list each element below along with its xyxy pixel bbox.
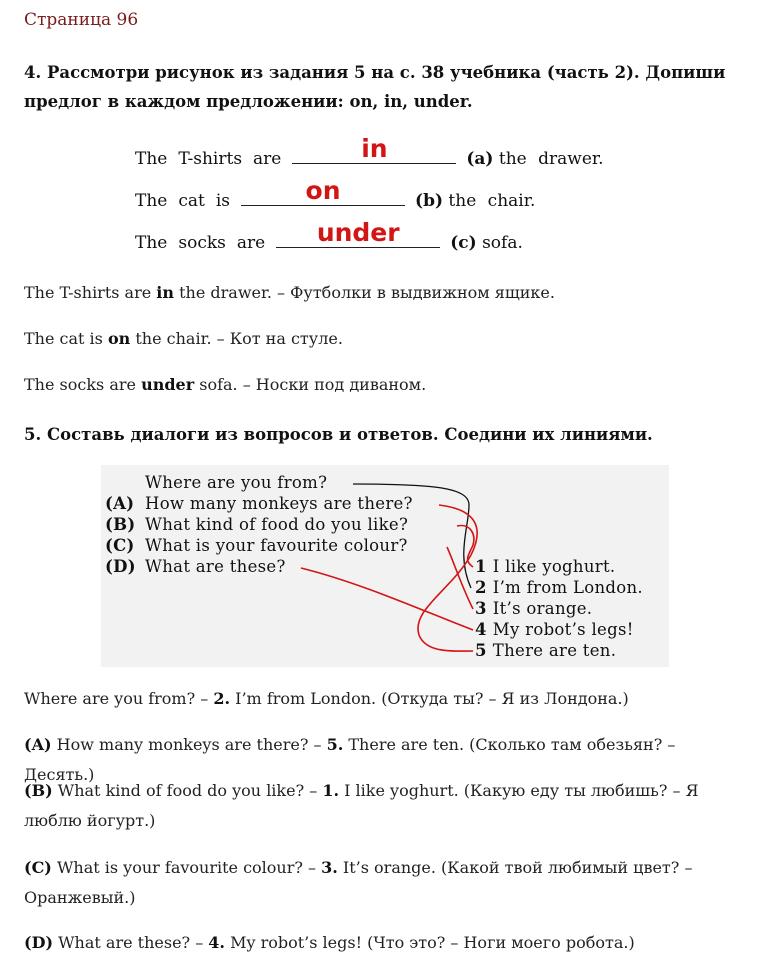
red-connector-line bbox=[301, 568, 473, 630]
task4-answer-3 bbox=[24, 375, 426, 394]
word: T-shirts bbox=[178, 149, 243, 169]
dialog-number: 3. bbox=[321, 858, 338, 877]
question-text: What are these? bbox=[145, 557, 286, 576]
dialog-number: 5. bbox=[326, 735, 344, 754]
answer-text: The T-shirts are bbox=[24, 283, 157, 302]
dialog-number: 4. bbox=[208, 933, 225, 952]
dialog-number: 2. bbox=[213, 689, 231, 708]
question-text: How many monkeys are there? bbox=[145, 494, 413, 513]
dialog-reply: It’s orange. (Какой твой любимый цвет? – Оранжевый.) bbox=[24, 858, 693, 907]
answer-blank bbox=[292, 134, 456, 164]
answer-option: It’s orange. bbox=[492, 599, 593, 618]
word: The bbox=[135, 191, 168, 211]
question-label: (D) bbox=[105, 557, 136, 576]
dialog-answer bbox=[24, 776, 704, 836]
word: is bbox=[215, 191, 231, 211]
sentence-tail: the drawer. bbox=[498, 149, 604, 169]
dialog-answer bbox=[24, 684, 744, 714]
option-label: (a) bbox=[466, 149, 494, 169]
dialog-label: (D) bbox=[24, 933, 54, 952]
answer-text: The socks are bbox=[24, 375, 142, 394]
question-text: What kind of food do you like? bbox=[145, 515, 409, 534]
answer-preposition: in bbox=[156, 283, 175, 302]
word: The bbox=[135, 149, 168, 169]
red-connector-line bbox=[447, 547, 473, 609]
dialog-question: What are these? – bbox=[53, 933, 209, 952]
answer-number: 3 bbox=[475, 599, 487, 618]
handwritten-answer: in bbox=[361, 134, 388, 163]
dialog-reply: My robot’s legs! (Что это? – Ноги моего робота.) bbox=[224, 933, 635, 952]
answer-text: the drawer. – Футболки в выдвижном ящике. bbox=[174, 283, 555, 302]
answer-option: I like yoghurt. bbox=[492, 557, 616, 576]
handwritten-answer: under bbox=[316, 218, 400, 247]
dialog-question: How many monkeys are there? – bbox=[51, 735, 327, 754]
answer-option: My robot’s legs! bbox=[492, 620, 634, 639]
task4-answer-2 bbox=[24, 329, 343, 348]
dialog-answer bbox=[24, 853, 704, 913]
answer-blank bbox=[276, 218, 440, 248]
answer-blank bbox=[241, 176, 405, 206]
dialog-reply: I’m from London. (Откуда ты? – Я из Лондона.) bbox=[230, 689, 629, 708]
question-text: What is your favourite colour? bbox=[145, 536, 408, 555]
dialog-number: 1. bbox=[322, 781, 340, 800]
connector-lines bbox=[101, 465, 669, 667]
dialog-reply: I like yoghurt. (Какую еду ты любишь? – Я люблю йогурт.) bbox=[24, 781, 699, 830]
question-label: (A) bbox=[105, 494, 135, 513]
option-label: (c) bbox=[450, 233, 477, 253]
dialog-label: (B) bbox=[24, 781, 53, 800]
sentence-tail: the chair. bbox=[448, 191, 536, 211]
printed-connector-line bbox=[353, 484, 471, 588]
answer-preposition: under bbox=[141, 375, 195, 394]
dialog-label: (A) bbox=[24, 735, 52, 754]
word: cat bbox=[178, 191, 205, 211]
sentence-tail: sofa. bbox=[482, 233, 523, 253]
dialog-question: What kind of food do you like? – bbox=[52, 781, 323, 800]
task4-title: 4. Рассмотри рисунок из задания 5 на с. 38 учебника (часть 2). Допиши предлог в каждом предложении: on, in, under. bbox=[24, 63, 726, 111]
option-label: (b) bbox=[415, 191, 444, 211]
dialog-answer bbox=[24, 928, 744, 958]
answer-number: 2 bbox=[475, 578, 487, 597]
word: socks bbox=[178, 233, 226, 253]
task4-answer-1 bbox=[24, 283, 555, 302]
question-label: (C) bbox=[105, 536, 135, 555]
answer-number: 5 bbox=[475, 641, 487, 660]
exercise-line-3 bbox=[135, 218, 523, 253]
answer-option: I’m from London. bbox=[492, 578, 643, 597]
word: are bbox=[236, 233, 266, 253]
word: The bbox=[135, 233, 168, 253]
answer-text: the chair. – Кот на стуле. bbox=[130, 329, 343, 348]
exercise-line-2 bbox=[135, 176, 536, 211]
dialog-question: What is your favourite colour? – bbox=[51, 858, 322, 877]
word: are bbox=[253, 149, 282, 169]
answer-text: sofa. – Носки под диваном. bbox=[194, 375, 427, 394]
question-label: (B) bbox=[105, 515, 136, 534]
answer-number: 1 bbox=[475, 557, 487, 576]
question-text: Where are you from? bbox=[145, 473, 328, 492]
dialog-question: Where are you from? – bbox=[24, 689, 214, 708]
answer-option: There are ten. bbox=[492, 641, 617, 660]
page-label: Страница 96 bbox=[24, 10, 139, 30]
matching-exercise-card bbox=[101, 465, 669, 667]
dialog-label: (C) bbox=[24, 858, 52, 877]
task5-title: 5. Составь диалоги из вопросов и ответов. Соедини их линиями. bbox=[24, 425, 653, 444]
dialog-reply: There are ten. (Сколько там обезьян? – Десять.) bbox=[24, 735, 676, 784]
handwritten-answer: on bbox=[305, 176, 341, 205]
answer-preposition: on bbox=[107, 329, 131, 348]
exercise-line-1 bbox=[135, 134, 604, 169]
answer-text: The cat is bbox=[24, 329, 108, 348]
answer-number: 4 bbox=[475, 620, 487, 639]
